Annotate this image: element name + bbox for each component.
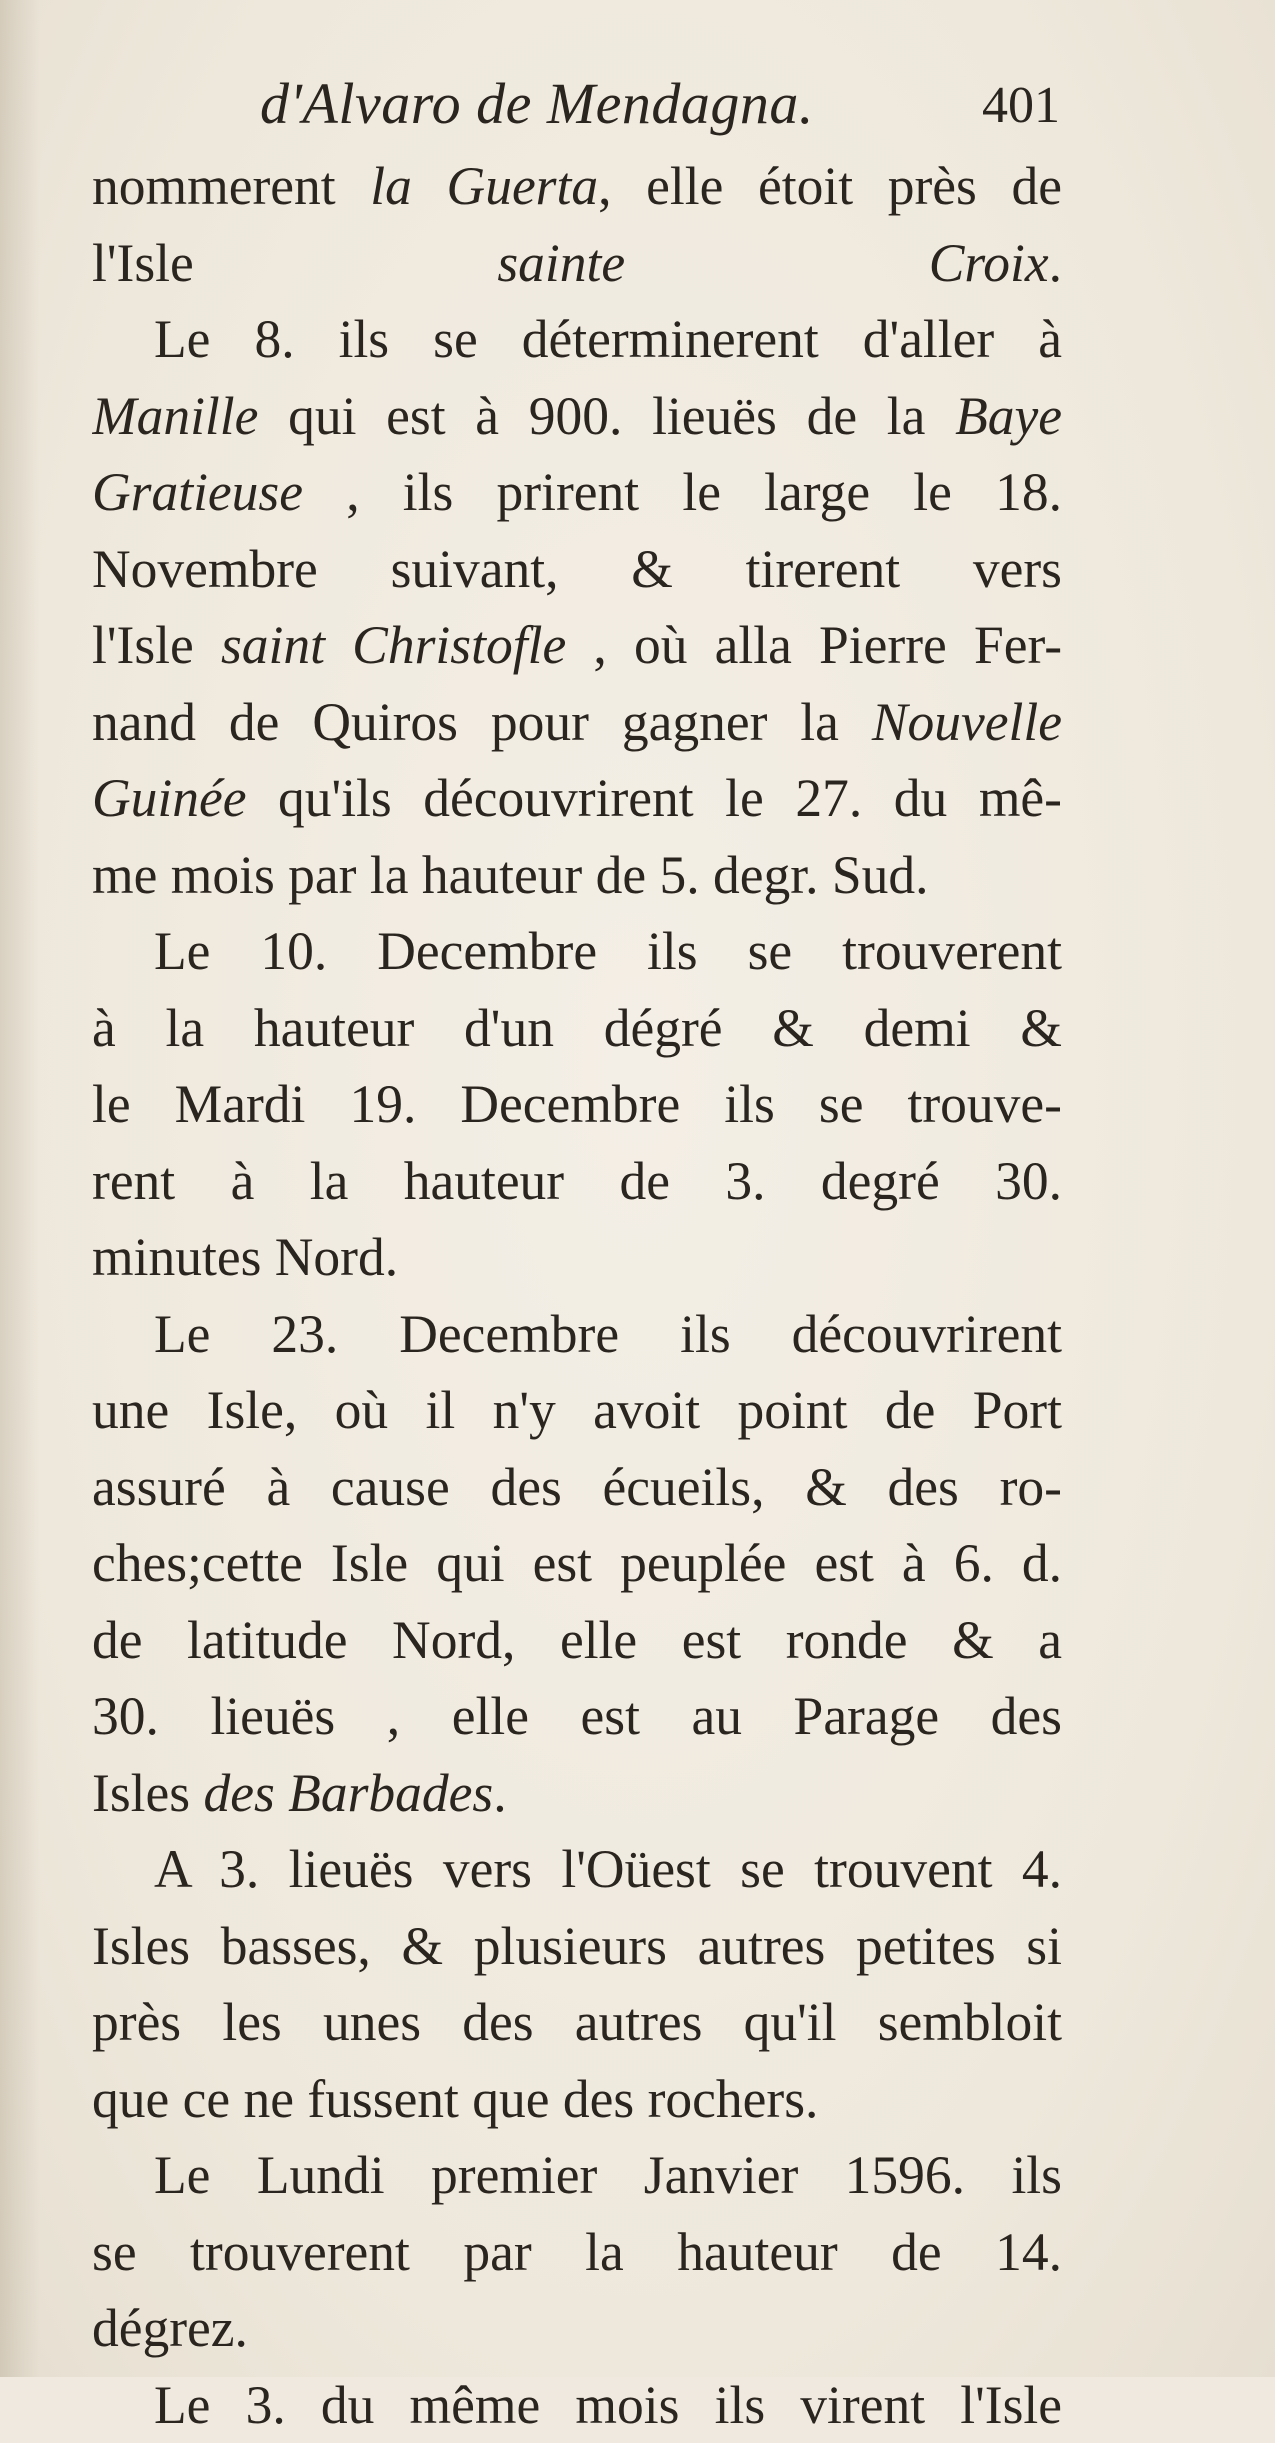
italic-text: Gratieuse	[92, 462, 303, 522]
italic-text: Baye	[955, 386, 1062, 446]
roman-text: 30. lieuës , elle est au Parage des	[92, 1686, 1062, 1746]
italic-text: saint Christofle	[221, 615, 566, 675]
roman-text: , où alla Pierre Fer-	[566, 615, 1062, 675]
roman-text: que ce ne fussent que des rochers.	[92, 2069, 818, 2129]
roman-text: l'Isle	[92, 615, 221, 675]
text-line	[92, 1143, 1062, 1220]
roman-text: .	[1049, 233, 1062, 293]
text-line	[92, 760, 1062, 837]
text-line	[92, 1449, 1062, 1526]
roman-text: Novembre suivant, & tirerent vers	[92, 539, 1062, 599]
roman-text: nommerent	[92, 156, 370, 216]
roman-text: le Mardi 19. Decembre ils se trouve-	[92, 1074, 1062, 1134]
text-line	[92, 1908, 1062, 1985]
text-line	[92, 837, 1062, 914]
roman-text: , elle étoit près de	[598, 156, 1062, 216]
italic-text: sainte Croix	[497, 233, 1048, 293]
text-line	[92, 607, 1062, 684]
roman-text: minutes Nord.	[92, 1227, 398, 1287]
text-line	[92, 1066, 1062, 1143]
roman-text: , ils prirent le large le 18.	[303, 462, 1062, 522]
text-line	[92, 1372, 1062, 1449]
roman-text: Le Lundi premier Janvier 1596. ils	[154, 2145, 1062, 2205]
text-line	[92, 2137, 1062, 2214]
roman-text: nand de Quiros pour gagner la	[92, 692, 872, 752]
roman-text: me mois par la hauteur de 5. degr. Sud.	[92, 845, 929, 905]
roman-text: Le 8. ils se déterminerent d'aller à	[154, 309, 1062, 369]
spine-shadow	[0, 0, 40, 2377]
roman-text: qu'ils découvrirent le 27. du mê-	[247, 768, 1063, 828]
roman-text: A 3. lieuës vers l'Oüest se trouvent 4.	[154, 1839, 1062, 1899]
text-line	[92, 1831, 1062, 1908]
text-line	[92, 1678, 1062, 1755]
roman-text: ches;cette Isle qui est peuplée est à 6. d.	[92, 1533, 1062, 1593]
page-number: 401	[982, 76, 1060, 135]
italic-text: Manille	[92, 386, 258, 446]
roman-text: près les unes des autres qu'il sembloit	[92, 1992, 1062, 2052]
text-line	[92, 2061, 1062, 2138]
roman-text: Isles basses, & plusieurs autres petites si	[92, 1916, 1062, 1976]
italic-text: Nouvelle	[872, 692, 1062, 752]
roman-text: à la hauteur d'un dégré & demi &	[92, 998, 1062, 1058]
text-line	[92, 301, 1062, 378]
roman-text: qui est à 900. lieuës de la	[258, 386, 955, 446]
body-text	[92, 148, 1062, 2443]
roman-text: de latitude Nord, elle est ronde & a	[92, 1610, 1062, 1670]
text-line	[92, 1219, 1062, 1296]
running-head	[260, 70, 1060, 150]
roman-text: assuré à cause des écueils, & des ro-	[92, 1457, 1062, 1517]
roman-text: une Isle, où il n'y avoit point de Port	[92, 1380, 1062, 1440]
text-line	[92, 1525, 1062, 1602]
roman-text: l'Isle	[92, 233, 497, 293]
text-line	[92, 913, 1062, 990]
text-line	[92, 454, 1062, 531]
text-line	[92, 378, 1062, 455]
italic-text: Guinée	[92, 768, 247, 828]
text-line	[92, 225, 1062, 302]
roman-text: se trouverent par la hauteur de 14.	[92, 2222, 1062, 2282]
text-line	[92, 2214, 1062, 2291]
text-line	[92, 684, 1062, 761]
italic-text: la Guerta	[370, 156, 598, 216]
roman-text: Isles	[92, 1763, 203, 1823]
italic-text: des Barbades	[203, 1763, 493, 1823]
roman-text: dégrez.	[92, 2298, 248, 2358]
text-line	[92, 148, 1062, 225]
roman-text: Le 3. du même mois ils virent l'Isle	[154, 2375, 1062, 2435]
roman-text: .	[493, 1763, 506, 1823]
text-line	[92, 2290, 1062, 2367]
running-title: d'Alvaro de Mendagna.	[260, 70, 814, 137]
text-line	[92, 2367, 1062, 2443]
text-line	[92, 1984, 1062, 2061]
text-line	[92, 1296, 1062, 1373]
text-line	[92, 1755, 1062, 1832]
roman-text: rent à la hauteur de 3. degré 30.	[92, 1151, 1062, 1211]
text-line	[92, 1602, 1062, 1679]
roman-text: Le 23. Decembre ils découvrirent	[154, 1304, 1062, 1364]
text-line	[92, 990, 1062, 1067]
text-line	[92, 531, 1062, 608]
roman-text: Le 10. Decembre ils se trouverent	[154, 921, 1062, 981]
